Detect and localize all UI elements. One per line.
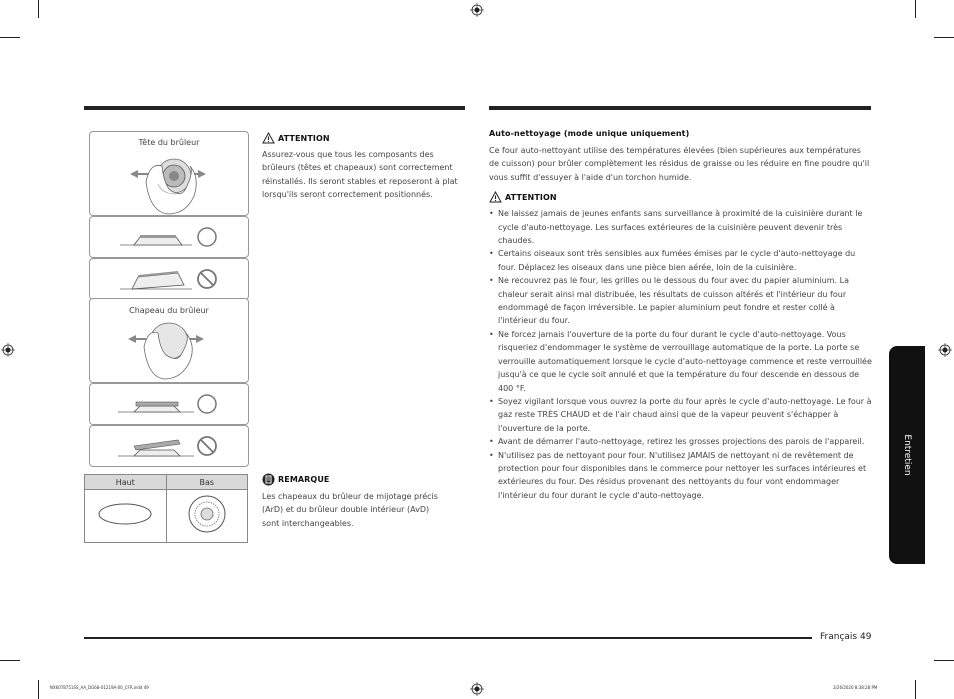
warning-triangle-icon (262, 132, 275, 144)
table-cell-top-cap (85, 490, 167, 543)
ok-circle-icon (196, 393, 218, 415)
crop-mark (934, 37, 954, 38)
prohibited-icon (196, 268, 218, 290)
crop-mark (38, 680, 39, 699)
section-side-tab (889, 346, 925, 564)
note-title: REMARQUE (278, 475, 330, 484)
print-file-info: NX60T8751SS_AA_DG68-01219A-00_CFR.indd 49 (50, 685, 149, 690)
bullet-item: • Ne laissez jamais de jeunes enfants sans surveillance à proximité de la cuisinière durant le cycle d'auto-nettoyage. Les surfaces extérieures de la cuisinière peuvent devenir très chaudes. (489, 207, 873, 247)
print-timestamp: 3/26/2020 8:38:28 PM (833, 685, 878, 690)
top-cap-illustration (85, 490, 165, 538)
burner-head-wrong-illustration (90, 259, 248, 299)
burner-cap-wrong-figure (89, 425, 249, 467)
crop-mark (38, 0, 39, 18)
section-heading: Auto-nettoyage (mode unique uniquement) (489, 129, 690, 138)
footer-rule (84, 637, 812, 639)
burner-head-correct-illustration (90, 217, 248, 257)
registration-mark-icon (938, 343, 952, 357)
bullet-item: • N'utilisez pas de nettoyant pour four. N'utilisez JAMAIS de nettoyant ni de revêtement de protection pour four disponibles dans le commerce pour nettoyer les surfaces intérieures et extérieures du four. Des résidus provenant des nettoyants du four vont endommager l'intérieur du four durant le cycle d'auto-nettoyage. (489, 449, 873, 503)
hand-lifting-burner-cap-illustration (90, 299, 248, 382)
attention-bullet-list (489, 207, 873, 502)
table-header-top: Haut (85, 475, 167, 490)
burner-head-figure (89, 131, 249, 216)
side-tab-label: Entretien (902, 434, 912, 476)
note-icon (262, 473, 275, 486)
warning-triangle-icon (489, 191, 502, 203)
hand-lifting-burner-head-illustration (90, 132, 248, 215)
attention-title: ATTENTION (278, 133, 330, 143)
crop-mark (934, 660, 954, 661)
left-note-block (262, 473, 457, 530)
bullet-item: • Certains oiseaux sont très sensibles aux fumées émises par le cycle d'auto-nettoyage du four. Déplacez les oiseaux dans une pièce bien aérée, loin de la cuisinière. (489, 247, 873, 274)
footer-language: Français (820, 632, 858, 642)
registration-mark-icon (470, 682, 484, 696)
left-column-rule (84, 106, 465, 110)
figure-label-burner-cap: Chapeau du brûleur (129, 306, 209, 315)
bullet-item: • Ne recouvrez pas le four, les grilles ou le dessous du four avec du papier aluminium. La chaleur serait ainsi mal distribuée, les résultats de cuisson altérés et l'intérieur du four endommagé de façon irréversible. Le papier aluminium peut fondre et rester collé à l'intérieur du four. (489, 274, 873, 328)
crop-mark (915, 680, 916, 699)
crop-mark (0, 660, 20, 661)
right-attention-title: ATTENTION (505, 192, 557, 202)
note-text: Les chapeaux du brûleur de mijotage précis (ArD) et du brûleur double intérieur (AvD) sont interchangeables. (262, 492, 438, 528)
bullet-item: • Soyez vigilant lorsque vous ouvrez la porte du four après le cycle d'auto-nettoyage. Le four à gaz reste TRÈS CHAUD et de l'air chaud ainsi que de la vapeur peuvent s'échapper à l'ouverture de la porte. (489, 395, 873, 435)
attention-text: Assurez-vous que tous les composants des brûleurs (têtes et chapeaux) sont correctement réinstallés. Ils seront stables et reposeront à plat lorsqu'ils seront correctement positionnés. (262, 150, 458, 200)
figure-label-burner-head: Tête du brûleur (138, 138, 200, 147)
prohibited-icon (196, 435, 218, 457)
bottom-cap-illustration (167, 490, 247, 538)
table-cell-bottom-cap (166, 490, 248, 543)
self-clean-section (489, 129, 873, 502)
left-attention-block (262, 132, 462, 202)
table-header-bottom: Bas (166, 475, 248, 490)
burner-cap-parts-table (84, 474, 248, 543)
registration-mark-icon (1, 343, 15, 357)
registration-mark-icon (470, 3, 484, 17)
right-column-rule (489, 106, 871, 110)
burner-cap-correct-illustration (90, 384, 248, 424)
burner-cap-correct-figure (89, 383, 249, 425)
burner-cap-wrong-illustration (90, 426, 248, 466)
bullet-item: • Avant de démarrer l'auto-nettoyage, retirez les grosses projections des parois de l'appareil. (489, 435, 873, 448)
section-intro: Ce four auto-nettoyant utilise des températures élevées (bien supérieures aux températures de cuisson) pour brûler complètement les résidus de graisse ou les réduire en fine poudre qu'il vous suffit d'essuyer à l'aide d'un torchon humide. (489, 146, 870, 182)
page-number: 49 (860, 632, 872, 642)
bullet-item: • Ne forcez jamais l'ouverture de la porte du four durant le cycle d'auto-nettoyage. Vous risqueriez d'endommager le système de verrouillage automatique de la porte. La porte se verrouille automatiquement lorsque le cycle d'auto-nettoyage commence et reste verrouillée jusqu'à ce que le cycle soit annulé et que la température du four descende en dessous de 400 °F. (489, 328, 873, 395)
ok-circle-icon (196, 226, 218, 248)
crop-mark (0, 37, 20, 38)
crop-mark (915, 0, 916, 18)
burner-cap-figure (89, 298, 249, 383)
burner-head-correct-figure (89, 216, 249, 258)
burner-head-wrong-figure (89, 258, 249, 300)
